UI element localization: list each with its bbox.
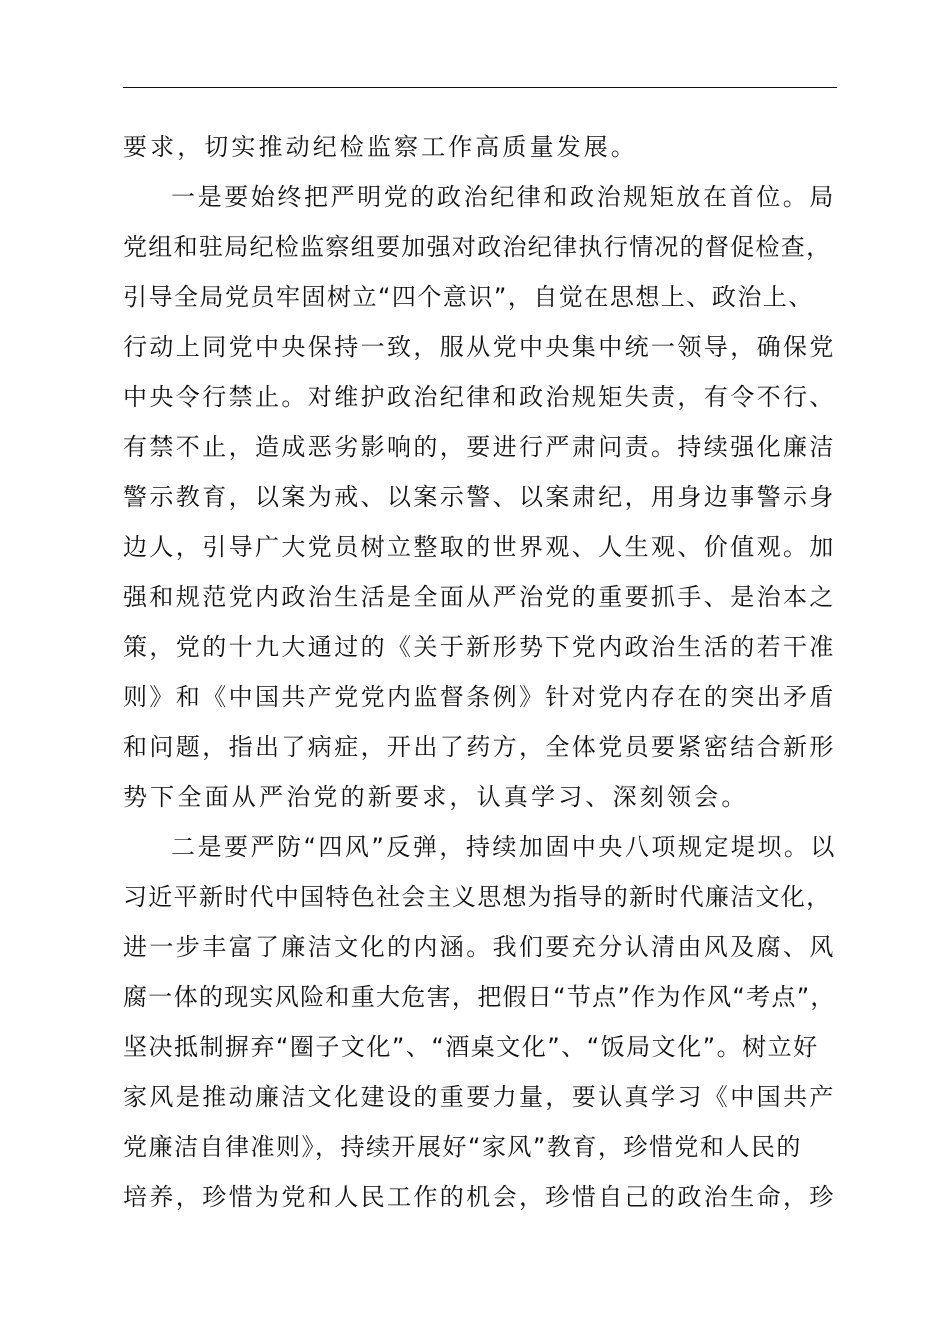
text-line: 则》和《中国共产党党内监督条例》针对党内存在的突出矛盾	[123, 683, 836, 711]
text-line: 警示教育，以案为戒、以案示警、以案肃纪，用身边事警示身	[123, 483, 836, 511]
document-body	[123, 122, 837, 1222]
text-line: 培养，珍惜为党和人民工作的机会，珍惜自己的政治生命，珍	[123, 1183, 836, 1211]
text-line: 党组和驻局纪检监察组要加强对政治纪律执行情况的督促检查，	[123, 233, 832, 261]
text-line: 中央令行禁止。对维护政治纪律和政治规矩失责，有令不行、	[123, 383, 836, 411]
header-rule	[123, 87, 837, 88]
text-line: 进一步丰富了廉洁文化的内涵。我们要充分认清由风及腐、风	[123, 933, 836, 961]
text-line: 行动上同党中央保持一致，服从党中央集中统一领导，确保党	[123, 333, 836, 361]
text-line: 强和规范党内政治生活是全面从严治党的重要抓手、是治本之	[123, 583, 836, 611]
text-line: 习近平新时代中国特色社会主义思想为指导的新时代廉洁文化，	[123, 883, 832, 911]
paragraph-2-first-line: 二是要严防“四风”反弹，持续加固中央八项规定堤坝。以	[171, 833, 837, 861]
text-line: 边人，引导广大党员树立整取的世界观、人生观、价值观。加	[123, 533, 836, 561]
text-line: 要求，切实推动纪检监察工作高质量发展。	[123, 133, 638, 161]
text-line: 党廉洁自律准则》，持续开展好“家风”教育，珍惜党和人民的	[123, 1133, 802, 1161]
text-line: 势下全面从严治党的新要求，认真学习、深刻领会。	[123, 783, 749, 811]
text-line: 引导全局党员牢固树立“四个意识”，自觉在思想上、政治上、	[123, 283, 814, 311]
text-line: 腐一体的现实风险和重大危害，把假日“节点”作为作风“考点”，	[123, 983, 836, 1011]
text-line: 坚决抵制摒弃“圈子文化”、“酒桌文化”、“饭局文化”。树立好	[123, 1033, 819, 1061]
text-line: 家风是推动廉洁文化建设的重要力量，要认真学习《中国共产	[123, 1083, 836, 1111]
text-line: 有禁不止，造成恶劣影响的，要进行严肃问责。持续强化廉洁	[123, 433, 836, 461]
text-line: 策，党的十九大通过的《关于新形势下党内政治生活的若干准	[123, 633, 836, 661]
paragraph-1-first-line: 一是要始终把严明党的政治纪律和政治规矩放在首位。局	[171, 183, 836, 211]
text-line: 和问题，指出了病症，开出了药方，全体党员要紧密结合新形	[123, 733, 836, 761]
